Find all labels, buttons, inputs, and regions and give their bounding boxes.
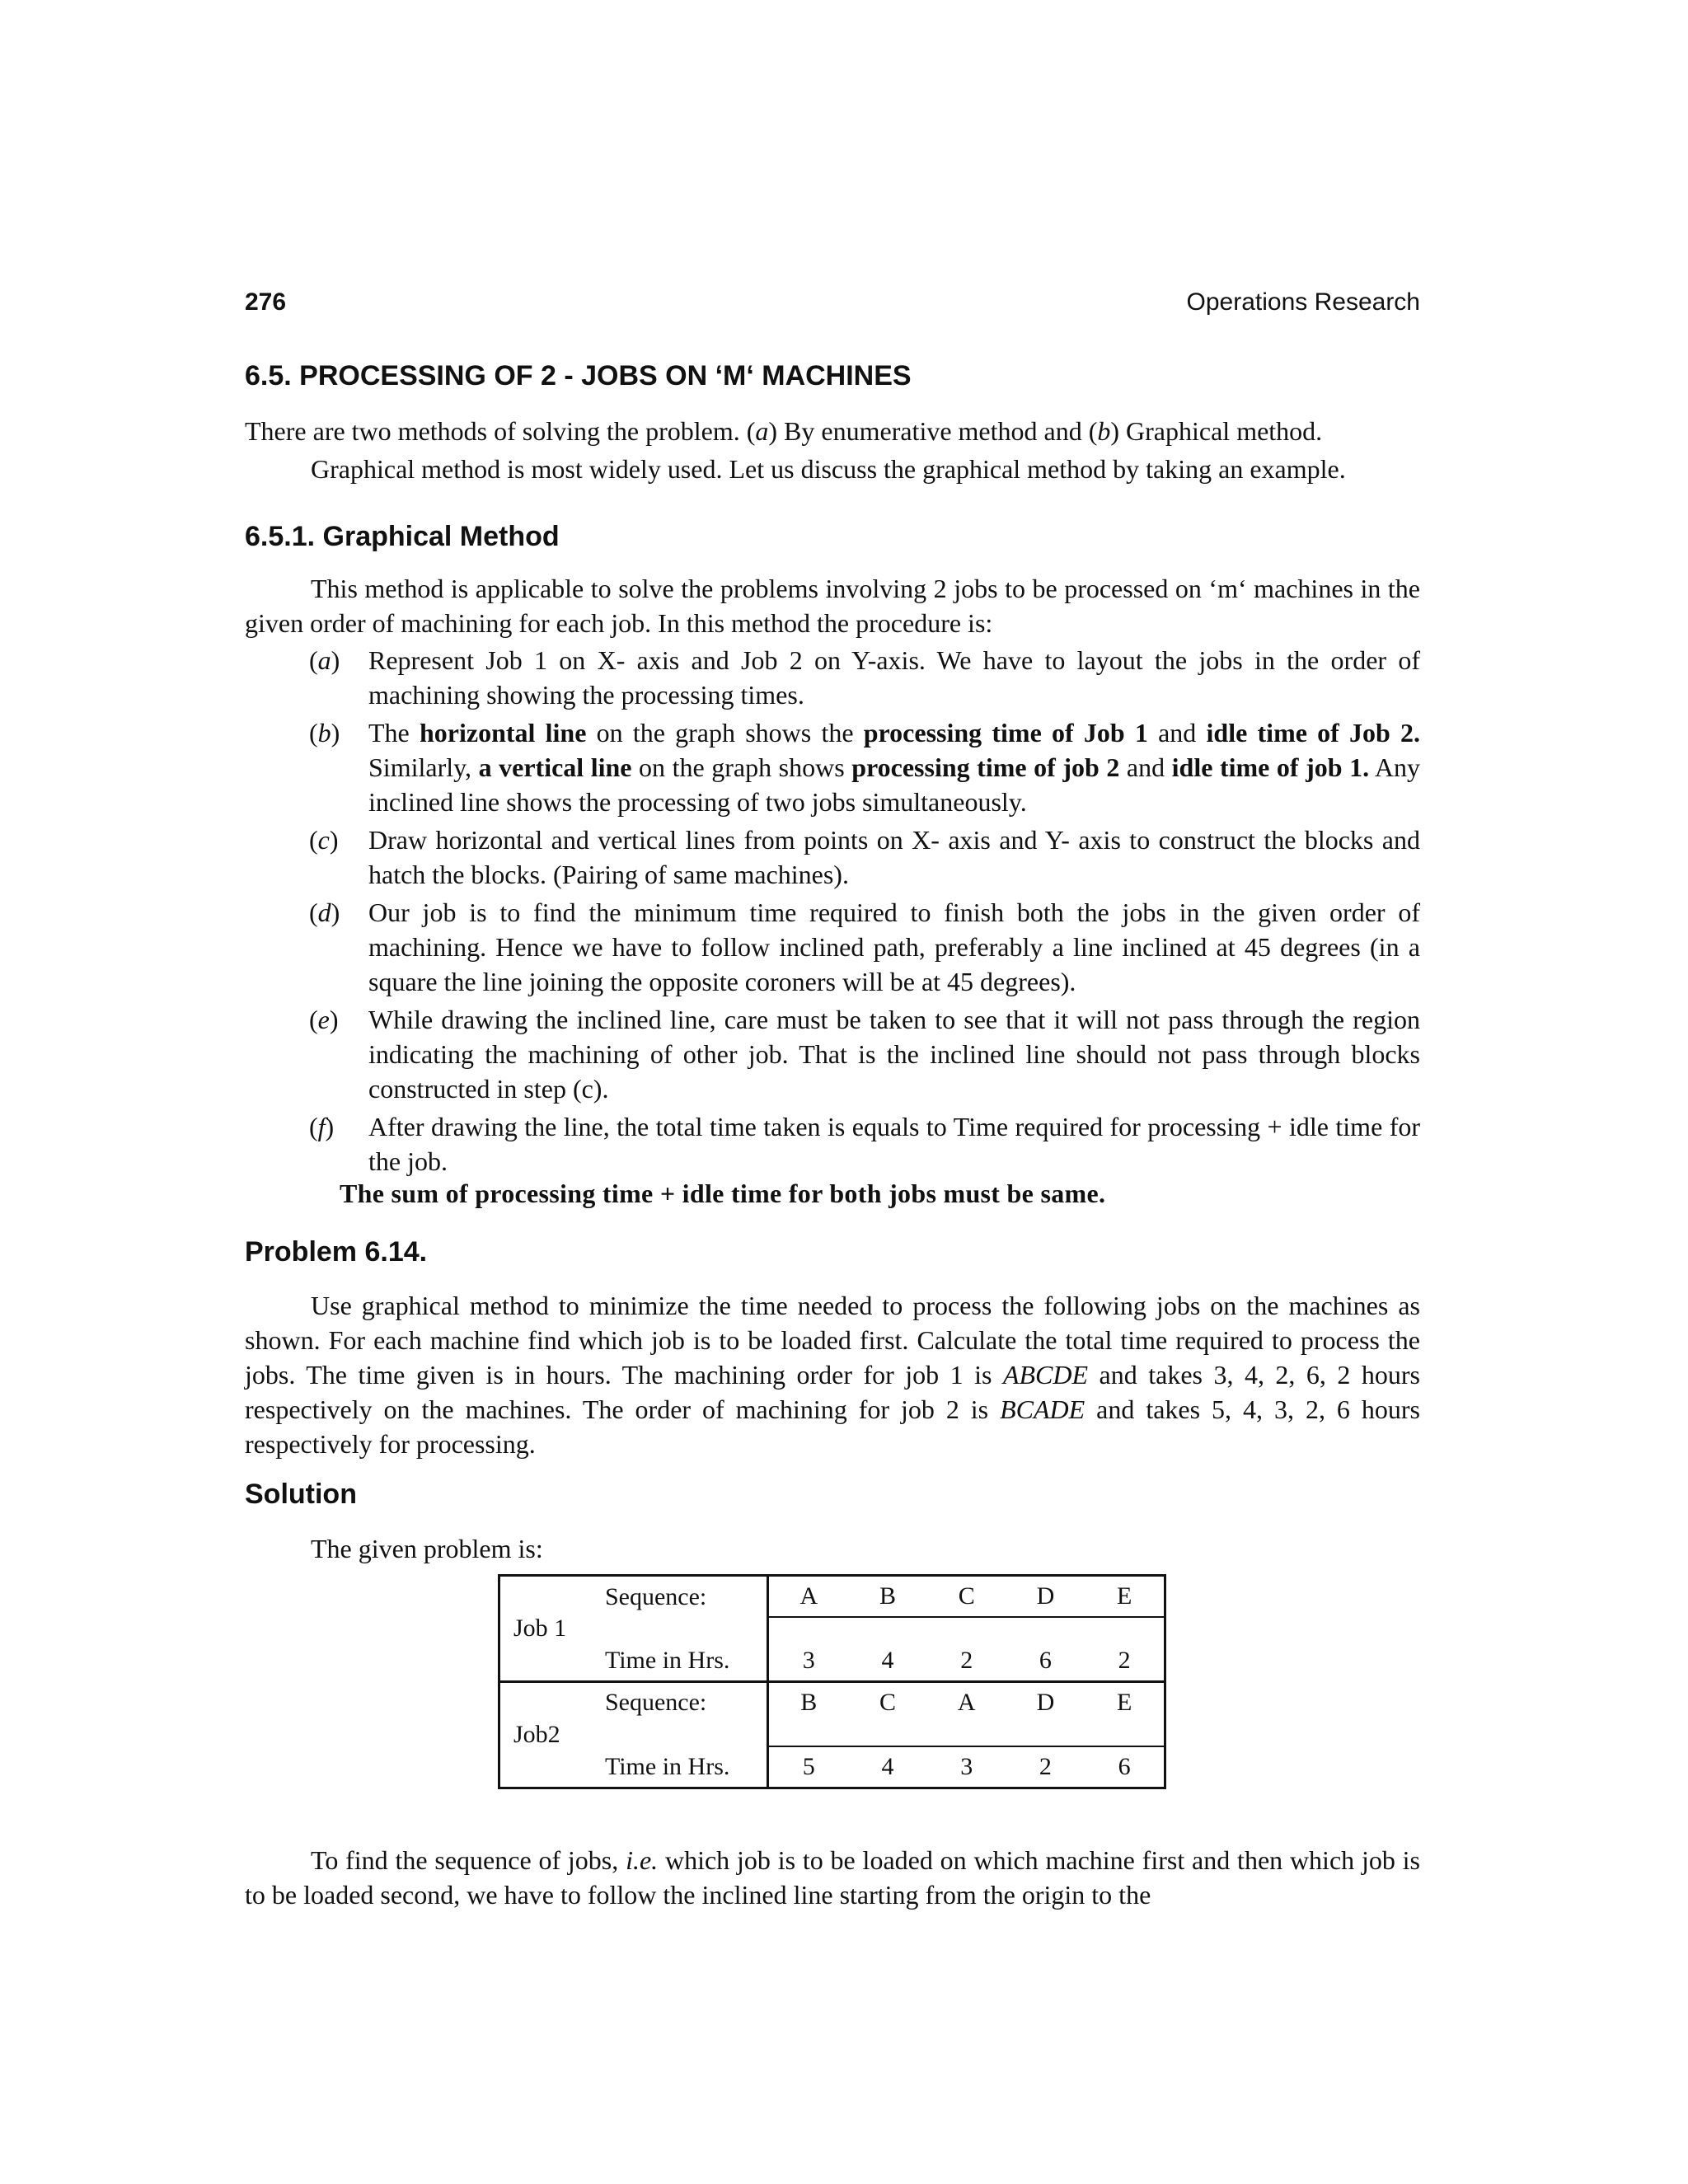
table-cell: A [768,1576,848,1618]
step-text: Our job is to find the minimum time required to finish both the jobs in the given order of machining. Hence we have to follow inclined path, preferably a line inclined at 45 degrees (in a square the line joining the opposite coroners will be at 45 degrees). [368,898,1420,996]
table-cell: B [768,1682,848,1723]
given-problem-table [498,1574,1166,1789]
step-item [245,895,1420,999]
step-item [245,823,1420,892]
table-cell: 5 [768,1746,848,1788]
time-label: Time in Hrs. [604,1752,730,1780]
step-marker: (c) [309,825,339,855]
intro-paragraph-1: There are two methods of solving the problem. (a) By enumerative method and (b) Graphical method. [245,416,1323,446]
table-cell: D [1036,1689,1055,1716]
step-item [245,1002,1420,1106]
table-cell: B [879,1582,896,1610]
table-row [499,1576,1165,1618]
step-item [245,643,1420,712]
sequence-label: Sequence: [604,1582,707,1610]
step-item [245,1109,1420,1179]
step-item [245,715,1420,819]
table-cell: C [879,1689,896,1716]
table-cell: C [958,1582,975,1610]
sequence-label: Sequence: [604,1689,707,1716]
table-cell: D [1036,1582,1055,1610]
summary-statement: The sum of processing time + idle time for both jobs must be same. [340,1179,1106,1208]
table-cell: 4 [848,1641,927,1682]
method-paragraph: This method is applicable to solve the problems involving 2 jobs to be processed on ‘m‘ machines in the given order of machining for each job. In this method the procedure is: [245,574,1420,638]
time-label: Time in Hrs. [605,1641,768,1682]
problem-statement: Use graphical method to minimize the time needed to process the following jobs on the machines as shown. For each machine find which job is to be loaded first. Calculate the total time required to process the jobs. The time given is in hours. The machining order for job 1 is ABCDE and takes 3, 4, 2, 6, 2 hours respectively on the machines. The order of machining for job 2 is BCADE and takes 5, 4, 3, 2, 6 hours respectively for processing. [245,1291,1421,1459]
table-cell: 2 [927,1641,1006,1682]
running-title: Operations Research [1186,288,1420,316]
table-cell: 3 [768,1641,848,1682]
step-marker: (e) [309,1005,339,1034]
step-marker: (d) [309,898,340,927]
step-text: The horizontal line on the graph shows the processing time of Job 1 and idle time of Job 2. Similarly, a vertical line on the graph shows processing time of job 2 and idle time of job 1. Any inclined line shows the processing of two jobs simultaneously. [368,718,1421,817]
table-cell: E [1116,1582,1132,1610]
step-text: After drawing the line, the total time taken is equals to Time required for processing + idle time for the job. [368,1112,1420,1176]
table-cell: 6 [1006,1641,1085,1682]
table-cell: 2 [1085,1641,1165,1682]
table-cell: 4 [881,1753,894,1780]
final-paragraph: To find the sequence of jobs, i.e. which job is to be loaded on which machine first and then which job is to be loaded second, we have to follow the inclined line starting from the origin to the [245,1845,1421,1910]
table-row [499,1682,1165,1723]
step-marker: (f) [309,1112,335,1141]
page-header [245,288,1420,321]
step-marker: (a) [309,645,340,675]
step-marker: (b) [309,718,340,748]
section-title: 6.5. PROCESSING OF 2 - JOBS ON ‘M‘ MACHINES [245,360,912,391]
table-cell: 3 [960,1753,973,1780]
procedure-steps [245,643,1420,1182]
intro-paragraph-2: Graphical method is most widely used. Let us discuss the graphical method by taking an example. [311,454,1346,484]
step-text: Draw horizontal and vertical lines from points on X- axis and Y- axis to construct the blocks and hatch the blocks. (Pairing of same machines). [368,825,1420,889]
page-number: 276 [245,288,287,316]
job-label: Job 1 [499,1576,605,1682]
table-cell: 6 [1118,1753,1131,1780]
step-text: Represent Job 1 on X- axis and Job 2 on Y-axis. We have to layout the jobs in the order of machining showing the processing times. [368,645,1420,710]
table-cell: 2 [1039,1753,1052,1780]
solution-title: Solution [245,1479,357,1510]
problem-title: Problem 6.14. [245,1236,428,1268]
step-text: While drawing the inclined line, care must be taken to see that it will not pass through the region indicating the machining of other job. That is the inclined line should not pass through blocks constructed in step (c). [368,1005,1420,1104]
subsection-title: 6.5.1. Graphical Method [245,521,560,552]
job-label: Job2 [513,1721,560,1748]
table-cell: A [957,1689,976,1716]
given-problem-label: The given problem is: [311,1534,543,1563]
table-cell: E [1116,1689,1132,1716]
